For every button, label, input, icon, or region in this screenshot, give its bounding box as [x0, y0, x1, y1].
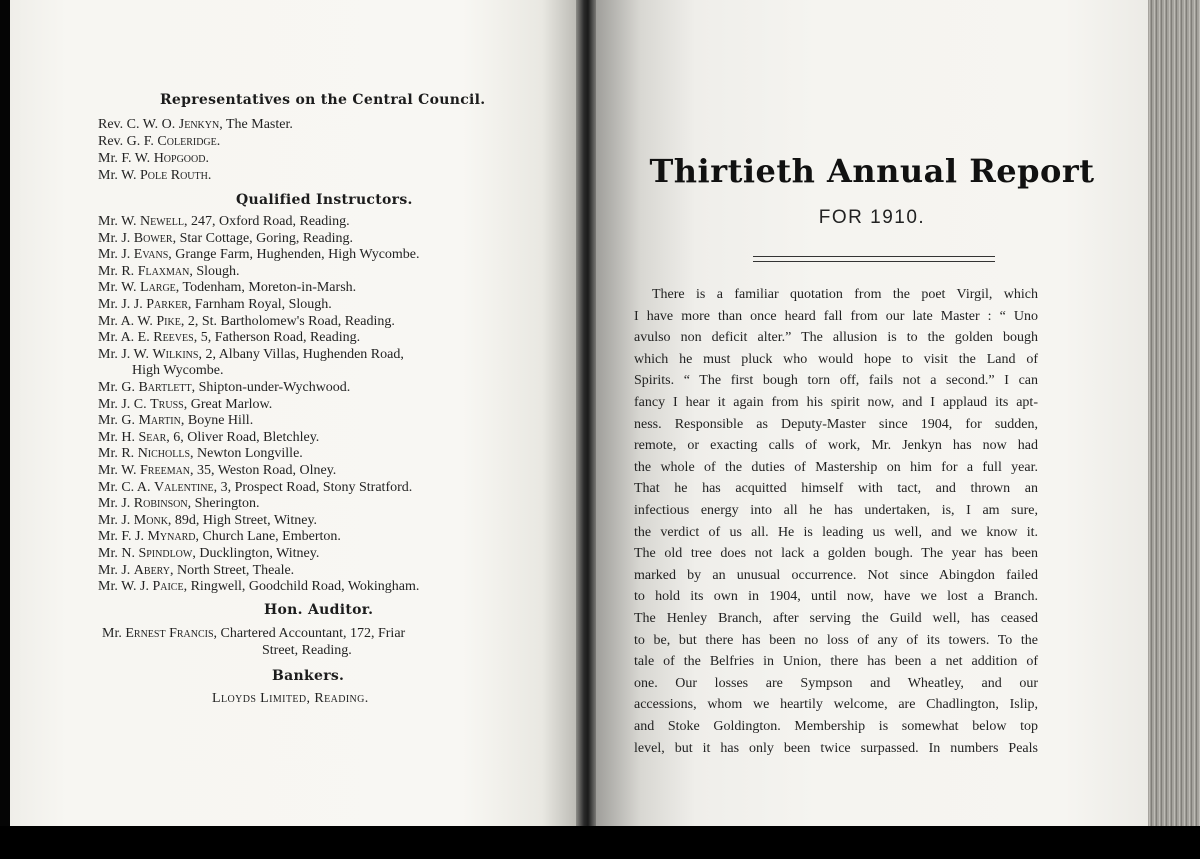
entry-line — [98, 313, 395, 330]
entry-name: Wilkins — [152, 346, 199, 362]
entry-name: Robinson — [133, 496, 188, 512]
entry-details: , Sherington. — [187, 496, 260, 512]
right-page — [596, 0, 1148, 832]
entry-name: Monk — [133, 512, 168, 528]
entry-details: , 5, Fatherson Road, Reading. — [193, 330, 361, 346]
entry-line — [98, 495, 260, 512]
entry-name: Pole Routh — [140, 168, 208, 183]
entry-name: Sear — [138, 429, 167, 445]
book-gutter — [576, 0, 596, 830]
entry-line — [98, 545, 319, 562]
book-bottom-edge — [0, 826, 1200, 859]
entry-name: Evans — [133, 247, 169, 263]
entry-details: , North Street, Theale. — [170, 562, 295, 578]
entry-details: High Wycombe. — [132, 363, 224, 379]
paragraph-line: to hold its own in 1904, until now, have we lost a Branch. — [634, 589, 1038, 605]
paragraph-line: fancy I hear it again from his spirit now, and I applaud its apt- — [634, 395, 1038, 410]
entry-prefix: Mr. R. — [98, 446, 138, 462]
bankers-name: Lloyds Limited, Reading. — [212, 691, 369, 706]
auditor-heading: Hon. Auditor. — [264, 602, 374, 618]
paragraph-line: marked by an unusual occurrence. Not since Abingdon failed — [634, 567, 1038, 583]
entry-name: Spindlow — [138, 546, 193, 561]
entry-prefix: Mr. A. W. — [98, 313, 157, 329]
entry-prefix: Mr. J. — [98, 512, 134, 528]
entry-name: Bower — [133, 230, 173, 246]
entry-prefix: Mr. W. — [98, 280, 141, 296]
entry-prefix: Mr. J. J. — [98, 297, 147, 312]
entry-details: , Ringwell, Goodchild Road, Wokingham. — [183, 579, 420, 595]
entry-details: , Great Marlow. — [183, 396, 273, 412]
entry-details: , 35, Weston Road, Olney. — [190, 463, 337, 478]
entry-details: , Boyne Hill. — [180, 413, 254, 429]
paragraph-line: and Stoke Goldington. Membership is somewhat below top — [634, 719, 1038, 734]
double-rule — [753, 256, 995, 262]
entry-name: Mynard — [147, 529, 196, 545]
paragraph-line: the whole of the duties of Mastership on him for a full year. — [634, 459, 1038, 475]
auditor-name: Ernest Francis — [125, 626, 214, 641]
entry-details: , 247, Oxford Road, Reading. — [184, 214, 350, 229]
entry-prefix: Mr. G. — [98, 413, 139, 429]
entry-details: , Newton Longville. — [190, 446, 303, 462]
entry-name: Freeman — [140, 463, 191, 478]
paragraph-line: to be, but there has been no loss of any of its towers. To the — [634, 632, 1038, 648]
auditor-line-1 — [102, 625, 405, 642]
paragraph-line: The Henley Branch, after serving the Guild well, has ceased — [634, 611, 1038, 626]
book-page-edges — [1148, 0, 1200, 859]
entry-name: Coleridge — [157, 134, 217, 149]
paragraph-line: the verdict of us all. He is leading us well, and we know it. — [634, 524, 1038, 540]
paragraph-line: infectious energy into all he has undertaken, is, I am sure, — [634, 503, 1038, 518]
entry-details: , Todenham, Moreton-in-Marsh. — [175, 280, 357, 296]
entry-line — [98, 578, 419, 595]
paragraph-line: avulso non deficit alter.” The allusion is to the golden bough — [634, 330, 1038, 346]
entry-line — [98, 329, 360, 346]
entry-prefix: Mr. W. J. — [98, 579, 153, 595]
entry-prefix: Mr. W. — [98, 463, 141, 478]
entry-line — [98, 296, 332, 313]
entry-line — [98, 396, 272, 413]
entry-prefix: Mr. N. — [98, 546, 139, 561]
entry-name: Bartlett — [138, 380, 192, 395]
entry-prefix: Rev. G. F. — [98, 134, 158, 149]
entry-line — [98, 150, 209, 167]
entry-details: , Ducklington, Witney. — [192, 546, 320, 561]
entry-line — [98, 512, 317, 529]
instructors-heading: Qualified Instructors. — [236, 192, 413, 208]
entry-name: Flaxman — [137, 263, 190, 279]
entry-line — [132, 362, 223, 379]
entry-name: Parker — [146, 297, 188, 312]
entry-details: , Farnham Royal, Slough. — [187, 297, 332, 312]
entry-prefix: Mr. J. — [98, 247, 134, 263]
entry-prefix: Mr. C. A. — [98, 479, 155, 495]
entry-prefix: Mr. R. — [98, 263, 138, 279]
bankers-heading: Bankers. — [272, 668, 345, 684]
entry-prefix: Mr. J. W. — [98, 346, 153, 362]
council-heading: Representatives on the Central Council. — [160, 92, 486, 108]
entry-details: , 2, St. Bartholomew's Road, Reading. — [180, 313, 395, 329]
entry-line — [98, 167, 211, 184]
entry-line — [98, 133, 220, 150]
entry-name: Martin — [138, 413, 181, 429]
paragraph-line: one. Our losses are Sympson and Wheatley, and our — [634, 675, 1038, 691]
entry-name: Valentine — [154, 479, 214, 495]
entry-name: Abery — [133, 562, 171, 578]
entry-details: . — [216, 134, 221, 149]
paragraph-line: Spirits. “ The first bough torn off, fails not a second.” I can — [634, 373, 1038, 389]
entry-name: Jenkyn — [178, 117, 220, 132]
entry-details: . — [207, 168, 212, 183]
entry-line — [98, 346, 404, 363]
paragraph-line: There is a familiar quotation from the poet Virgil, which — [652, 287, 1038, 302]
entry-details: , 6, Oliver Road, Bletchley. — [166, 429, 320, 445]
paragraph-line: which he must pluck who would hope to visit the Land of — [634, 351, 1038, 367]
paragraph-line: tale of the Belfries in Union, there has been a net addition of — [634, 654, 1038, 670]
entry-prefix: Mr. G. — [98, 380, 139, 395]
paragraph-line: That he has acquitted himself with tact, and thrown an — [634, 481, 1038, 497]
report-title: Thirtieth Annual Report — [649, 152, 1095, 190]
paragraph-line: level, but it has only been twice surpassed. In numbers Peals — [634, 740, 1038, 756]
entry-line — [98, 379, 350, 396]
entry-details: , 3, Prospect Road, Stony Stratford. — [213, 479, 413, 495]
entry-prefix: Mr. J. — [98, 496, 134, 512]
entry-details: , 2, Albany Villas, Hughenden Road, — [198, 346, 404, 362]
entry-details: , Slough. — [189, 263, 240, 279]
auditor-line-2: Street, Reading. — [262, 643, 352, 658]
entry-line — [98, 528, 341, 545]
entry-line — [98, 116, 293, 133]
report-year: FOR 1910. — [818, 207, 926, 228]
auditor-details: , Chartered Accountant, 172, Friar — [213, 626, 406, 641]
entry-details: , Shipton-under-Wychwood. — [191, 380, 351, 395]
paragraph-line: ness. Responsible as Deputy-Master since 1904, for sudden, — [634, 416, 1038, 432]
entry-name: Newell — [140, 214, 184, 229]
left-page — [10, 0, 576, 826]
entry-prefix: Mr. J. C. — [98, 396, 151, 412]
entry-line — [98, 429, 319, 446]
paragraph-line: The old tree does not lack a golden bough. The year has been — [634, 546, 1038, 562]
entry-prefix: Mr. F. W. — [98, 151, 154, 166]
entry-prefix: Mr. J. — [98, 230, 134, 246]
entry-line — [98, 246, 420, 263]
entry-details: . — [205, 151, 209, 166]
entry-line — [98, 445, 303, 462]
entry-name: Nicholls — [137, 446, 191, 462]
entry-line — [98, 263, 240, 280]
entry-prefix: Mr. J. — [98, 562, 134, 578]
entry-details: , The Master. — [219, 117, 293, 132]
entry-details: , 89d, High Street, Witney. — [167, 512, 318, 528]
auditor-prefix: Mr. — [102, 626, 126, 641]
entry-details: , Grange Farm, Hughenden, High Wycombe. — [168, 247, 420, 263]
entry-details: , Church Lane, Emberton. — [195, 529, 341, 545]
entry-name: Truss — [150, 396, 184, 412]
entry-name: Paice — [152, 579, 184, 595]
entry-prefix: Mr. W. — [98, 214, 141, 229]
entry-details: , Star Cottage, Goring, Reading. — [172, 230, 353, 246]
entry-prefix: Mr. H. — [98, 429, 139, 445]
entry-line — [98, 279, 356, 296]
entry-line — [98, 562, 294, 579]
paragraph-line: accessions, whom we heartily welcome, are Chadlington, Islip, — [634, 697, 1038, 713]
paragraph-line: I have more than once heard fall from our late Master : “ Uno — [634, 308, 1038, 324]
entry-prefix: Rev. C. W. O. — [98, 117, 179, 132]
entry-line — [98, 230, 353, 247]
paragraph-line: remote, or exacting calls of work, Mr. Jenkyn has now had — [634, 438, 1038, 454]
entry-line — [98, 479, 412, 496]
entry-line — [98, 213, 350, 230]
entry-prefix: Mr. F. J. — [98, 529, 148, 545]
entry-name: Pike — [156, 313, 181, 329]
entry-name: Hopgood — [153, 151, 206, 166]
entry-name: Large — [140, 280, 176, 296]
entry-line — [98, 412, 253, 429]
entry-name: Reeves — [153, 330, 194, 346]
entry-prefix: Mr. W. — [98, 168, 141, 183]
entry-prefix: Mr. A. E. — [98, 330, 154, 346]
entry-line — [98, 462, 336, 479]
